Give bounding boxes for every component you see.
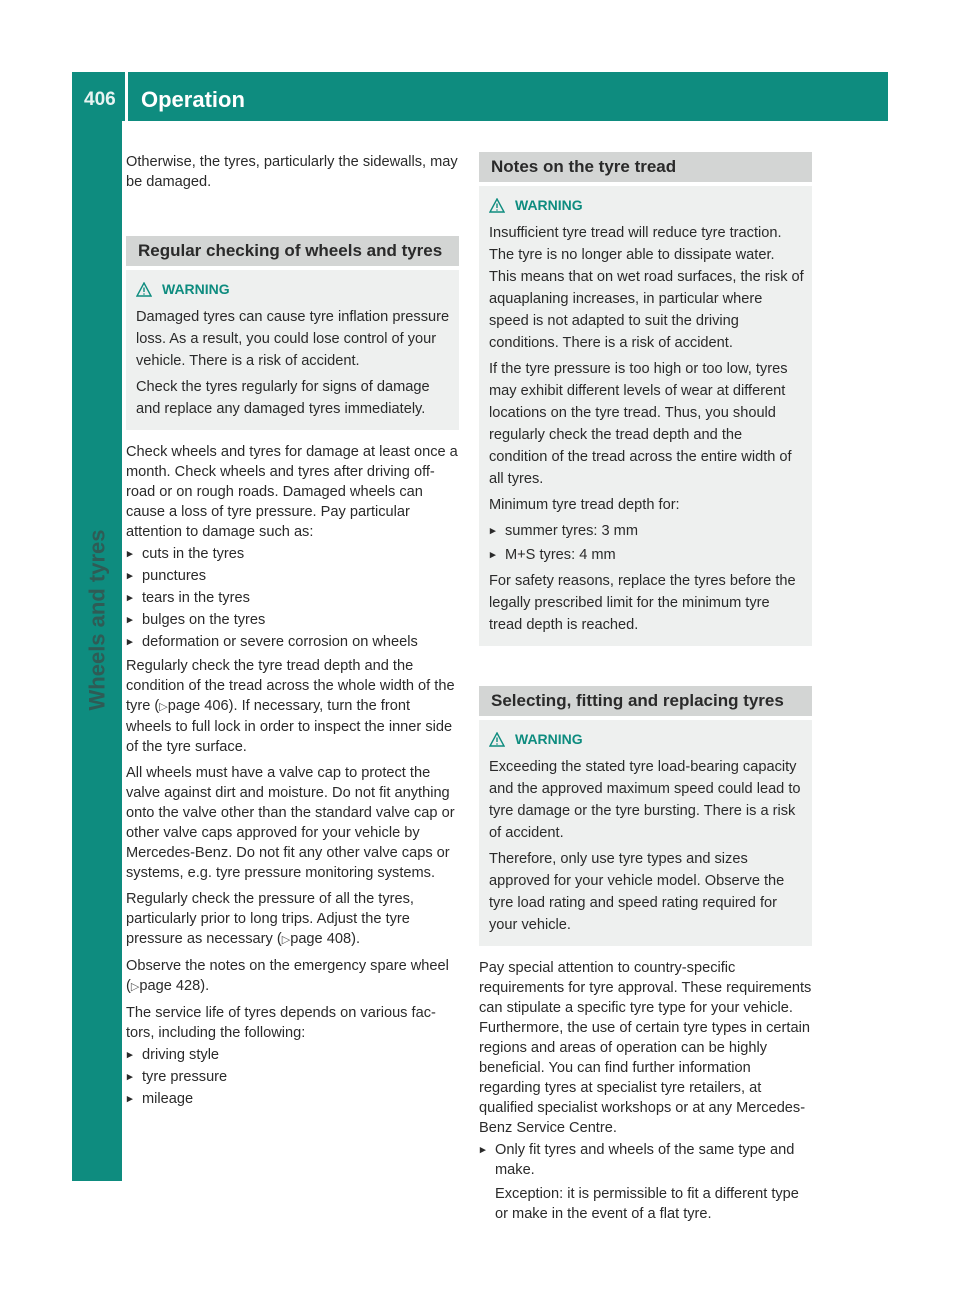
text-span: Regularly check the pressure of all the tyres, particularly prior to long trips. Adjust the tyre pressure as necessary ( [126, 891, 414, 947]
list-item: ▸ driving style [126, 1045, 459, 1065]
warning-header [489, 194, 804, 216]
warning-text: Exceeding the stated tyre load-bearing capacity and the approved maximum speed could lead to tyre damage or the tyre bursting. There is a risk of accident. [489, 759, 801, 841]
heading-regular-checking: Regular checking of wheels and tyres [126, 236, 459, 266]
warning-label: WARNING [515, 731, 583, 747]
warning-triangle-icon [489, 732, 505, 747]
page-ref-arrow-icon: ▷ [159, 701, 168, 713]
page-reference-link[interactable]: page 408 [290, 931, 352, 947]
list-item: ▸ tyre pressure [126, 1067, 459, 1087]
list-item: ▸ summer tyres: 3 mm [489, 520, 804, 542]
page-number: 406 [84, 89, 116, 110]
warning-header [489, 728, 804, 750]
warning-text: Minimum tyre tread depth for: [489, 497, 680, 513]
warning-header [136, 278, 451, 300]
list-item: ▸ punctures [126, 566, 459, 586]
depth-list [489, 520, 804, 566]
list-item: ▸ M+S tyres: 4 mm [489, 544, 804, 566]
side-label-text: Wheels and tyres [84, 529, 110, 711]
text-span: ). [200, 978, 210, 994]
spacer [479, 658, 812, 686]
list-item: ▸ Only fit tyres and wheels of the same type and make. [479, 1140, 812, 1180]
page-reference-link[interactable]: page 428 [139, 978, 201, 994]
warning-triangle-icon [489, 198, 505, 213]
warning-box-damaged-tyres [126, 270, 459, 430]
paragraph: All wheels must have a valve cap to protect the valve against dirt and moisture. Do not fit anything onto the valve other than the standard valve cap or other valve caps approved for your vehicle by Mercedes-Benz. Do not fit any other valve caps or systems, e.g. tyre pressure monitoring systems. [126, 765, 455, 881]
warning-box-tread [479, 186, 812, 646]
text-span: ). If necessary, turn the front wheels to full lock in order to inspect the inner side of the tyre surface. [126, 698, 453, 755]
list-item: ▸ cuts in the tyres [126, 544, 459, 564]
warning-label: WARNING [515, 197, 583, 213]
page-ref-arrow-icon: ▷ [130, 981, 140, 993]
paragraph: Pay special attention to country-specific requirements for tyre approval. These requirements can stipulate a specific tyre type for your vehicle. Furthermore, the use of certain tyre types in certain regions and areas of operation can be highly beneficial. You can find further information regarding tyres at specialist tyre retailers, at qualified specialist workshops or at any Mercedes-Benz Service Centre. [479, 960, 812, 1136]
side-label [72, 529, 122, 711]
right-column [479, 152, 812, 1230]
warning-label: WARNING [162, 281, 230, 297]
damage-list [126, 544, 459, 652]
heading-selecting-tyres: Selecting, fitting and replacing tyres [479, 686, 812, 716]
heading-tyre-tread: Notes on the tyre tread [479, 152, 812, 182]
warning-text: Therefore, only use tyre types and sizes approved for your vehicle model. Observe the tyre load rating and speed rating required for your vehicle. [489, 851, 785, 933]
warning-triangle-icon [136, 282, 152, 297]
list-item: ▸ mileage [126, 1089, 459, 1109]
warning-box-load [479, 720, 812, 946]
paragraph [126, 889, 459, 950]
warning-text: If the tyre pressure is too high or too low, tyres may exhibit different levels of wear at different locations on the tyre tread. Thus, you should regularly check the tread depth and the condition of the tread across the entire width of all tyres. [489, 361, 792, 487]
page-header [72, 72, 888, 121]
paragraph: Check wheels and tyres for damage at least once a month. Check wheels and tyres after driving off-road or on rough roads. Damaged wheels can cause a loss of tyre pressure. Pay particular attention to damage such as: [126, 444, 458, 540]
paragraph [126, 656, 459, 757]
left-column [126, 152, 459, 1113]
warning-text: Damaged tyres can cause tyre inflation pressure loss. As a result, you could lose control of your vehicle. There is a risk of accident. [136, 309, 450, 369]
paragraph: The service life of tyres depends on various factors, including the following: [126, 1005, 436, 1041]
header-divider [125, 72, 128, 121]
fitting-list [479, 1140, 812, 1180]
factors-list [126, 1045, 459, 1109]
list-item: ▸ tears in the tyres [126, 588, 459, 608]
text-span: ). [351, 931, 360, 947]
text-span: Regularly check the tyre tread depth and the condition of the tread across the whole width of the tyre ( [126, 658, 455, 714]
intro-text: Otherwise, the tyres, particularly the sidewalls, may be damaged. [126, 154, 458, 190]
warning-text: Insufficient tyre tread will reduce tyre traction. The tyre is no longer able to dissipate water. This means that on wet road surfaces, the risk of aquaplaning increases, in particular where speed is not adapted to suit the driving conditions. There is a risk of accident. [489, 225, 804, 351]
page-reference-link[interactable]: page 406 [167, 698, 229, 714]
warning-text: For safety reasons, replace the tyres before the legally prescribed limit for the minimum tyre tread depth is reached. [489, 573, 796, 633]
paragraph [126, 956, 459, 997]
text-span: Observe the notes on the emergency spare wheel ( [126, 958, 449, 994]
exception-text: Exception: it is permissible to fit a different type or make in the event of a flat tyre. [495, 1186, 799, 1222]
list-item: ▸ bulges on the tyres [126, 610, 459, 630]
section-title: Operation [141, 87, 245, 112]
page-ref-arrow-icon: ▷ [281, 934, 291, 946]
warning-text: Check the tyres regularly for signs of damage and replace any damaged tyres immediately. [136, 379, 430, 417]
list-item: ▸ deformation or severe corrosion on wheels [126, 632, 459, 652]
